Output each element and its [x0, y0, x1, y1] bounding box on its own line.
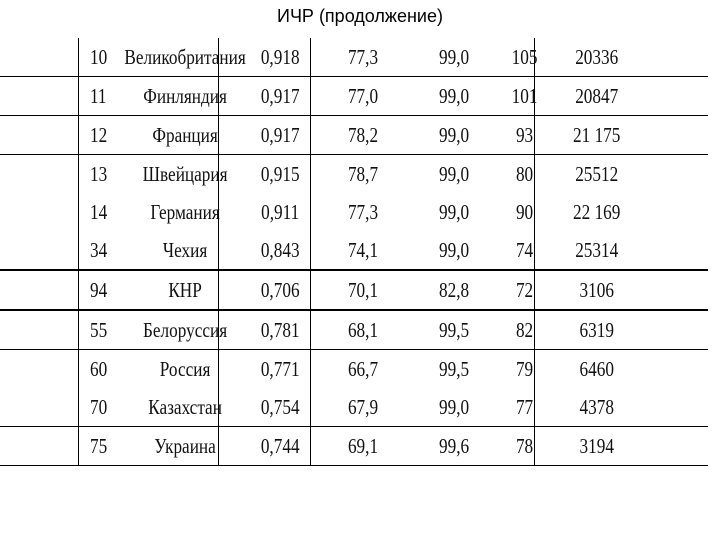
education-cell: 80: [515, 161, 534, 186]
country-cell: Швейцария: [142, 161, 228, 186]
literacy-cell: 99,0: [438, 237, 470, 262]
life-expectancy-cell: 77,3: [347, 199, 379, 224]
gdp-cell: 20336: [575, 44, 619, 69]
life-expectancy-cell: 77,3: [347, 44, 379, 69]
table-row: [64, 77, 645, 115]
gdp-cell: 6460: [579, 356, 614, 381]
rank-cell: 14: [89, 199, 108, 224]
table-row-group: [0, 311, 708, 350]
country-cell: Белоруссия: [143, 317, 228, 342]
education-cell: 105: [511, 44, 538, 69]
slide-title: ИЧР (продолжение): [277, 6, 443, 26]
literacy-cell: 99,6: [438, 433, 470, 458]
country-cell: Россия: [159, 356, 211, 381]
gdp-cell: 20847: [575, 83, 619, 108]
education-cell: 93: [515, 122, 534, 147]
life-expectancy-cell: 67,9: [347, 394, 379, 419]
education-cell: 74: [515, 237, 534, 262]
hdi-cell: 0,843: [260, 237, 300, 262]
table-row-group: [0, 427, 708, 466]
country-cell: Чехия: [162, 237, 208, 262]
table-row: [64, 388, 645, 426]
life-expectancy-cell: 70,1: [347, 277, 379, 302]
literacy-cell: 99,5: [438, 356, 470, 381]
gdp-cell: 3194: [579, 433, 614, 458]
gdp-cell: 4378: [579, 394, 614, 419]
table-row-group: [0, 271, 708, 311]
rank-cell: 34: [89, 237, 108, 262]
rank-cell: 13: [89, 161, 108, 186]
table-row-group: [0, 77, 708, 116]
education-cell: 79: [515, 356, 534, 381]
literacy-cell: 99,0: [438, 199, 470, 224]
rank-cell: 60: [89, 356, 108, 381]
rank-cell: 11: [89, 83, 107, 108]
rank-cell: 70: [89, 394, 108, 419]
hdi-table: [0, 38, 708, 466]
literacy-cell: 99,0: [438, 83, 470, 108]
table-row: [64, 193, 645, 231]
literacy-cell: 82,8: [438, 277, 470, 302]
table-row: [64, 271, 645, 309]
hdi-cell: 0,918: [260, 44, 300, 69]
table-row: [64, 427, 645, 465]
hdi-cell: 0,706: [260, 277, 300, 302]
country-cell: Великобритания: [124, 44, 246, 69]
hdi-cell: 0,771: [260, 356, 300, 381]
literacy-cell: 99,5: [438, 317, 470, 342]
table-row: [64, 116, 645, 154]
table-row-group: [0, 116, 708, 155]
table-row-group: [0, 350, 708, 427]
rank-cell: 94: [89, 277, 108, 302]
hdi-cell: 0,744: [260, 433, 300, 458]
life-expectancy-cell: 77,0: [347, 83, 379, 108]
education-cell: 77: [515, 394, 534, 419]
life-expectancy-cell: 69,1: [347, 433, 379, 458]
country-cell: Казахстан: [148, 394, 222, 419]
literacy-cell: 99,0: [438, 122, 470, 147]
rank-cell: 75: [89, 433, 108, 458]
country-cell: Франция: [152, 122, 218, 147]
hdi-cell: 0,917: [260, 122, 300, 147]
hdi-cell: 0,781: [260, 317, 300, 342]
rank-cell: 10: [89, 44, 108, 69]
hdi-cell: 0,754: [260, 394, 300, 419]
rank-cell: 55: [89, 317, 108, 342]
gdp-cell: 6319: [579, 317, 614, 342]
life-expectancy-cell: 66,7: [347, 356, 379, 381]
hdi-cell: 0,911: [261, 199, 300, 224]
life-expectancy-cell: 78,7: [347, 161, 379, 186]
literacy-cell: 99,0: [438, 394, 470, 419]
table-row-group: [0, 38, 708, 77]
education-cell: 78: [515, 433, 534, 458]
literacy-cell: 99,0: [438, 161, 470, 186]
gdp-cell: 25314: [575, 237, 619, 262]
table-row: [64, 155, 645, 193]
life-expectancy-cell: 78,2: [347, 122, 379, 147]
literacy-cell: 99,0: [438, 44, 470, 69]
table-row: [64, 231, 645, 269]
rank-cell: 12: [89, 122, 108, 147]
table-row-group: [0, 155, 708, 271]
life-expectancy-cell: 68,1: [347, 317, 379, 342]
country-cell: КНР: [168, 277, 202, 302]
hdi-cell: 0,915: [260, 161, 300, 186]
table-row: [64, 311, 645, 349]
education-cell: 82: [515, 317, 534, 342]
education-cell: 72: [515, 277, 534, 302]
gdp-cell: 25512: [575, 161, 619, 186]
country-cell: Украина: [154, 433, 216, 458]
hdi-cell: 0,917: [260, 83, 300, 108]
country-cell: Германия: [150, 199, 220, 224]
education-cell: 101: [511, 83, 538, 108]
gdp-cell: 21 175: [573, 122, 621, 147]
table-row: [64, 350, 645, 388]
gdp-cell: 22 169: [573, 199, 621, 224]
country-cell: Финляндия: [143, 83, 227, 108]
table-row: [64, 38, 645, 76]
life-expectancy-cell: 74,1: [347, 237, 379, 262]
gdp-cell: 3106: [579, 277, 614, 302]
education-cell: 90: [515, 199, 534, 224]
